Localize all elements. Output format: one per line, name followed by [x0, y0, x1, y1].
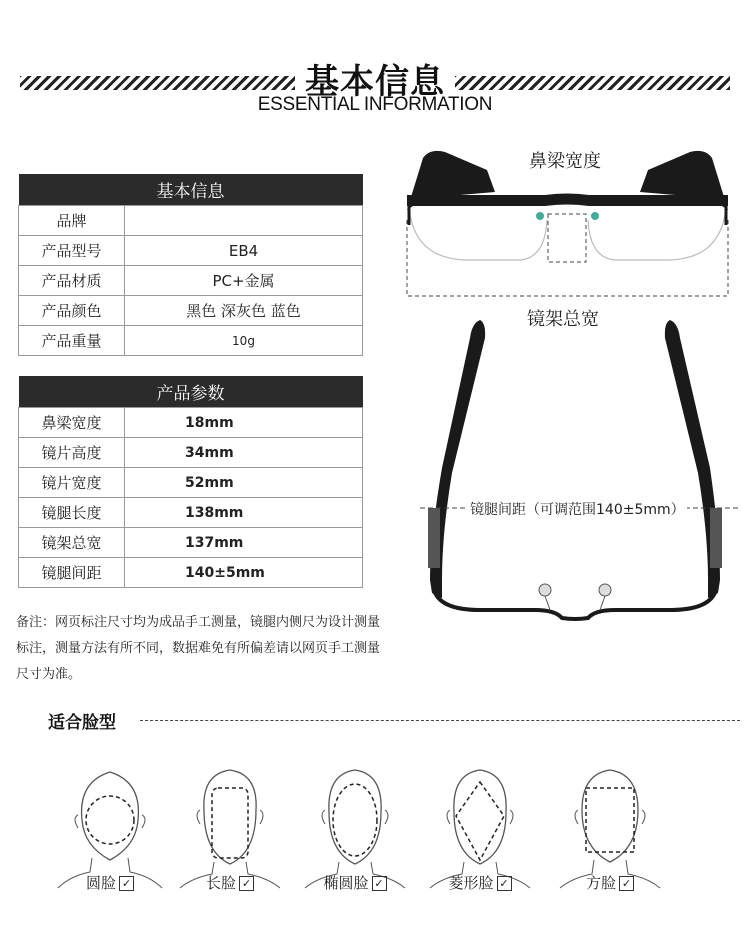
long-face-icon [170, 760, 290, 890]
face-label-round [50, 872, 170, 893]
table-row [19, 206, 363, 236]
face-label-text: 椭圆脸 [323, 874, 369, 892]
row-key: 产品颜色 [19, 296, 125, 326]
measurement-note: 备注：网页标注尺寸均为成品手工测量，镜腿内侧尺为设计测量标注，测量方法有所不同，数据难免有所偏差请以网页手工测量尺寸为准。 [16, 615, 381, 682]
table-row [19, 438, 363, 468]
row-value [125, 206, 363, 236]
table-row [19, 326, 363, 356]
row-key: 镜片宽度 [19, 468, 125, 498]
params-heading: 产品参数 [19, 376, 363, 408]
square-face-icon [550, 760, 670, 890]
round-face-icon [50, 760, 170, 890]
row-key: 产品材质 [19, 266, 125, 296]
page-title: 基本信息 [305, 62, 445, 102]
row-key: 镜片高度 [19, 438, 125, 468]
table-row [19, 296, 363, 326]
glasses-top-view-icon [420, 318, 740, 628]
check-icon: ✓ [619, 876, 634, 891]
table-row [19, 408, 363, 438]
row-value: 138mm [125, 498, 363, 528]
row-value: EB4 [125, 236, 363, 266]
row-value: 34mm [125, 438, 363, 468]
face-label-text: 方脸 [585, 874, 616, 892]
face-shapes-divider [140, 720, 740, 721]
table-row [19, 498, 363, 528]
row-key: 产品重量 [19, 326, 125, 356]
face-label-square [550, 872, 670, 893]
check-icon: ✓ [497, 876, 512, 891]
row-value: 黑色 深灰色 蓝色 [125, 296, 363, 326]
row-key: 镜腿间距 [19, 558, 125, 588]
row-value: 137mm [125, 528, 363, 558]
face-label-diamond [420, 872, 540, 893]
face-label-text: 菱形脸 [448, 874, 494, 892]
table-row [19, 266, 363, 296]
face-label-text: 长脸 [205, 874, 236, 892]
check-icon: ✓ [239, 876, 254, 891]
basic-info-heading: 基本信息 [19, 174, 363, 206]
row-value: 52mm [125, 468, 363, 498]
check-icon: ✓ [119, 876, 134, 891]
basic-info-table [18, 174, 363, 356]
row-value: 18mm [125, 408, 363, 438]
temple-gap-label: 镜腿间距（可调范围140±5mm） [468, 499, 687, 519]
diamond-face-icon [420, 760, 540, 890]
face-label-text: 圆脸 [85, 874, 116, 892]
row-key: 镜架总宽 [19, 528, 125, 558]
table-row [19, 236, 363, 266]
row-key: 品牌 [19, 206, 125, 236]
oval-face-icon [295, 760, 415, 890]
row-key: 产品型号 [19, 236, 125, 266]
bridge-width-label: 鼻梁宽度 [529, 151, 601, 172]
face-shapes-title: 适合脸型 [48, 713, 116, 733]
check-icon: ✓ [372, 876, 387, 891]
params-table [18, 376, 363, 588]
table-row [19, 468, 363, 498]
face-label-long [170, 872, 290, 893]
row-value: 140±5mm [125, 558, 363, 588]
row-key: 鼻梁宽度 [19, 408, 125, 438]
row-value: PC+金属 [125, 266, 363, 296]
row-key: 镜腿长度 [19, 498, 125, 528]
table-row [19, 528, 363, 558]
face-label-oval [295, 872, 415, 893]
table-row [19, 558, 363, 588]
row-value: 10g [125, 326, 363, 356]
frame-width-label: 镜架总宽 [527, 309, 599, 330]
page-subtitle: ESSENTIAL INFORMATION [257, 94, 493, 115]
